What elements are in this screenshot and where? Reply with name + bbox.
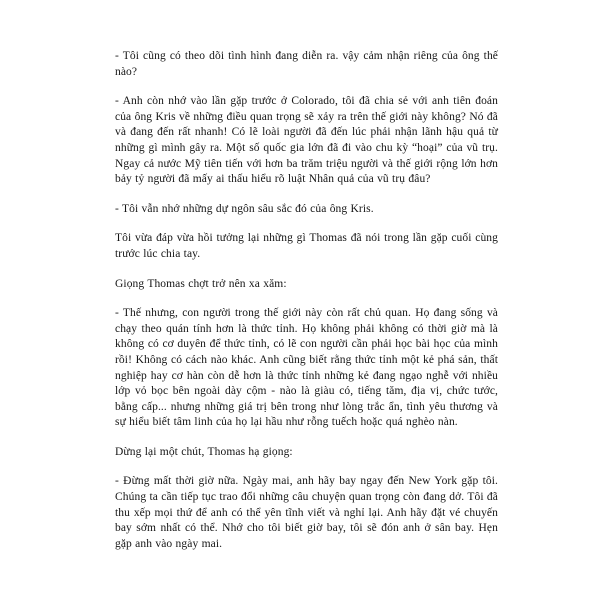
- paragraph-narration: Dừng lại một chút, Thomas hạ giọng:: [115, 445, 293, 458]
- paragraph-dialogue: - Đừng mất thời giờ nữa. Ngày mai, anh hãy bay ngay đến New York gặp tôi. Chúng ta cần tiếp tục trao đổi những câu chuyện quan trọng còn đang dở. Tôi đã thu xếp mọi thứ để anh có thể yên tĩnh viết và nghỉ lại. Anh hãy đặt vé chuyến bay sớm nhất có thể. Nhớ cho tôi biết giờ bay, tôi sẽ đón anh ở sân bay. Hẹn gặp anh vào ngày mai.: [115, 475, 498, 550]
- paragraph-narration: Giọng Thomas chợt trở nên xa xăm:: [115, 277, 287, 290]
- paragraph-dialogue: - Thế nhưng, con người trong thế giới này còn rất chủ quan. Họ đang sống và chạy theo quán tính hơn là thức tỉnh. Họ không phải không có thời giờ mà là không có cơ duyên để thức tỉnh, có lẽ con người cần phải học bài học của mình rồi! Không có cách nào khác. Anh cũng biết rằng thức tỉnh một kẻ phá sản, thất nghiệp hay cơ hàn còn dễ hơn là thức tỉnh những kẻ đang ngạo nghễ với nhiều lớp vỏ bọc bên ngoài dày cộm - nào là giàu có, tiếng tăm, địa vị, chức tước, bằng cấp... nhưng những giá trị bên trong như lòng trắc ẩn, tình yêu thương và sự hiểu biết tâm linh của họ lại hầu như rỗng tuếch hoặc quá nghèo nàn.: [115, 307, 498, 429]
- paragraph-dialogue: - Tôi cũng có theo dõi tình hình đang diễn ra. vậy cảm nhận riêng của ông thế nào?: [115, 50, 498, 78]
- paragraph-dialogue: - Tôi vẫn nhớ những dự ngôn sâu sắc đó của ông Kris.: [115, 202, 374, 215]
- paragraph-dialogue: - Anh còn nhớ vào lần gặp trước ở Colorado, tôi đã chia sẻ với anh tiên đoán của ông Kris về những điều quan trọng sẽ xảy ra trên thế giới này không? Nó đã và đang đến rất nhanh! Có lẽ loài người đã đến lúc phải nhận lãnh hậu quả từ những gì mình gây ra. Một số quốc gia lớn đã đi vào chu kỳ “hoại” của vũ trụ. Ngay cả nước Mỹ tiên tiến với hơn ba trăm triệu người và thế giới rộng lớn hơn bảy tỷ người đã mấy ai thấu hiểu rõ luật Nhân quả của vũ trụ đâu?: [115, 95, 498, 186]
- paragraph-narration: Tôi vừa đáp vừa hồi tưởng lại những gì Thomas đã nói trong lần gặp cuối cùng trước lúc chia tay.: [115, 232, 498, 260]
